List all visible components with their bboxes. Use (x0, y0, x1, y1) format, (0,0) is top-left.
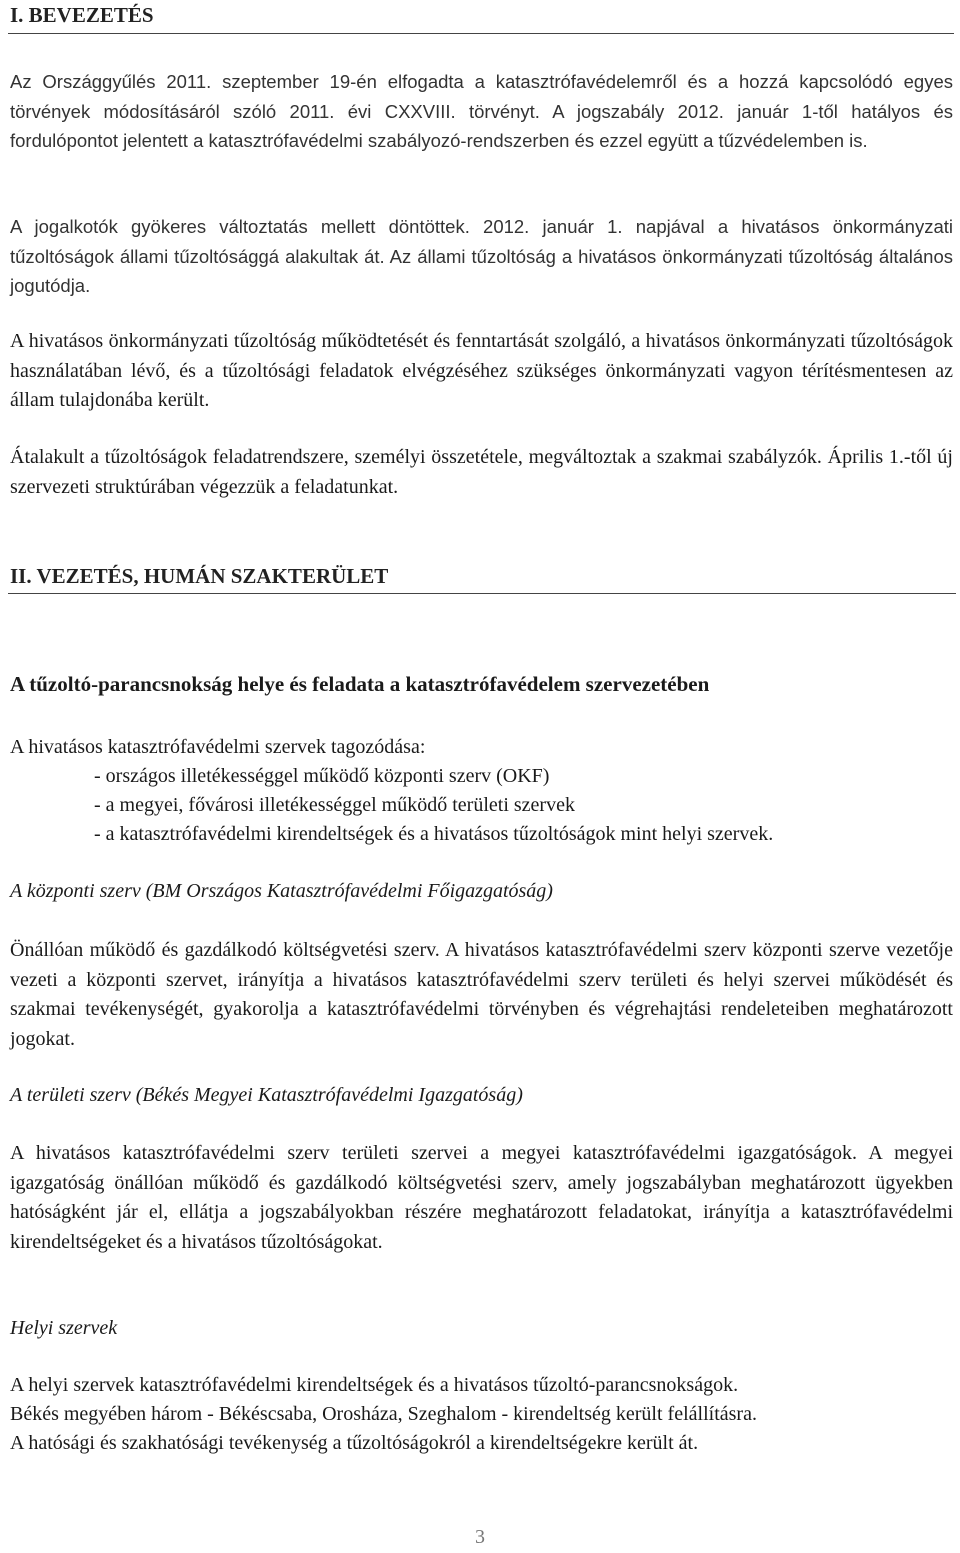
intro-paragraph-3: A hivatásos önkormányzati tűzoltóság működtetését és fenntartását szolgáló, a hivatásos önkormányzati tűzoltóságok használatában lévő, és a tűzoltósági feladatok elvégzéséhez szükséges önkormányzati vagyon térítésmentesen az állam tulajdonába került. (10, 330, 953, 411)
local-organs-line: A helyi szervek katasztrófavédelmi kirendeltségek és a hivatásos tűzoltó-parancsnokságok. (10, 1374, 739, 1396)
local-organs-line: A hatósági és szakhatósági tevékenység a tűzoltóságokról a kirendeltségekre került át. (10, 1432, 699, 1454)
regional-organ-heading: A területi szerv (Békés Megyei Katasztrófavédelmi Igazgatóság) (10, 1084, 523, 1106)
regional-organ-text: A hivatásos katasztrófavédelmi szerv területi szervei a megyei katasztrófavédelmi igazgatóságok. A megyei igazgatóság önállóan működő és gazdálkodó költségvetési szerv, amely jogszabályban meghatározott ügyekben hatóságként jár el, ellátja a jogszabályokban részére meghatározott feladatokat, irányítja a katasztrófavédelmi kirendeltségeket és a hivatásos tűzoltóságokat. (10, 1142, 953, 1253)
list-item: - a katasztrófavédelmi kirendeltségek és a hivatásos tűzoltóságok mint helyi szervek. (94, 823, 774, 845)
section-heading-introduction: I. BEVEZETÉS (10, 3, 154, 27)
intro-paragraph-1: Az Országgyűlés 2011. szeptember 19-én elfogadta a katasztrófavédelemről és a hozzá kapcsolódó egyes törvények módosításáról szóló 2011. évi CXXVIII. törvényt. A jogszabály 2012. január 1-től hatályos és fordulópontot jelentett a katasztrófavédelmi szabályozó-rendszerben és ezzel együtt a tűzvédelemben is. (10, 71, 953, 151)
list-item: - a megyei, fővárosi illetékességgel működő területi szervek (94, 794, 575, 816)
central-organ-heading: A központi szerv (BM Országos Katasztrófavédelmi Főigazgatóság) (10, 880, 553, 902)
local-organs-heading: Helyi szervek (10, 1317, 118, 1339)
list-item: - országos illetékességgel működő központi szerv (OKF) (94, 765, 550, 787)
section-heading-management: II. VEZETÉS, HUMÁN SZAKTERÜLET (10, 564, 389, 588)
heading-underline (8, 33, 954, 34)
heading-underline (8, 593, 956, 594)
intro-paragraph-2: A jogalkotók gyökeres változtatás mellett döntöttek. 2012. január 1. napjával a hivatásos önkormányzati tűzoltóságok állami tűzoltósággá alakultak át. Az állami tűzoltóság a hivatásos önkormányzati tűzoltóság általános jogutódja. (10, 216, 953, 296)
central-organ-text: Önállóan működő és gazdálkodó költségvetési szerv. A hivatásos katasztrófavédelmi szerv központi szerve vezetője vezeti a központi szervet, irányítja a hivatásos katasztrófavédelmi szerv területi és helyi szervei működését és szakmai tevékenységét, gyakorolja a katasztrófavédelmi törvényben és végrehajtási rendeleteiben meghatározott jogokat. (10, 939, 953, 1050)
subsection-heading: A tűzoltó-parancsnokság helye és feladata a katasztrófavédelem szervezetében (10, 672, 710, 696)
intro-paragraph-4: Átalakult a tűzoltóságok feladatrendszere, személyi összetétele, megváltoztak a szakmai szabályzók. Április 1.-től új szervezeti struktúrában végezzük a feladatunkat. (10, 446, 953, 498)
structure-intro: A hivatásos katasztrófavédelmi szervek tagozódása: (10, 736, 426, 758)
local-organs-line: Békés megyében három - Békéscsaba, Orosháza, Szeghalom - kirendeltség került felállításra. (10, 1403, 757, 1425)
page-number: 3 (475, 1526, 485, 1548)
